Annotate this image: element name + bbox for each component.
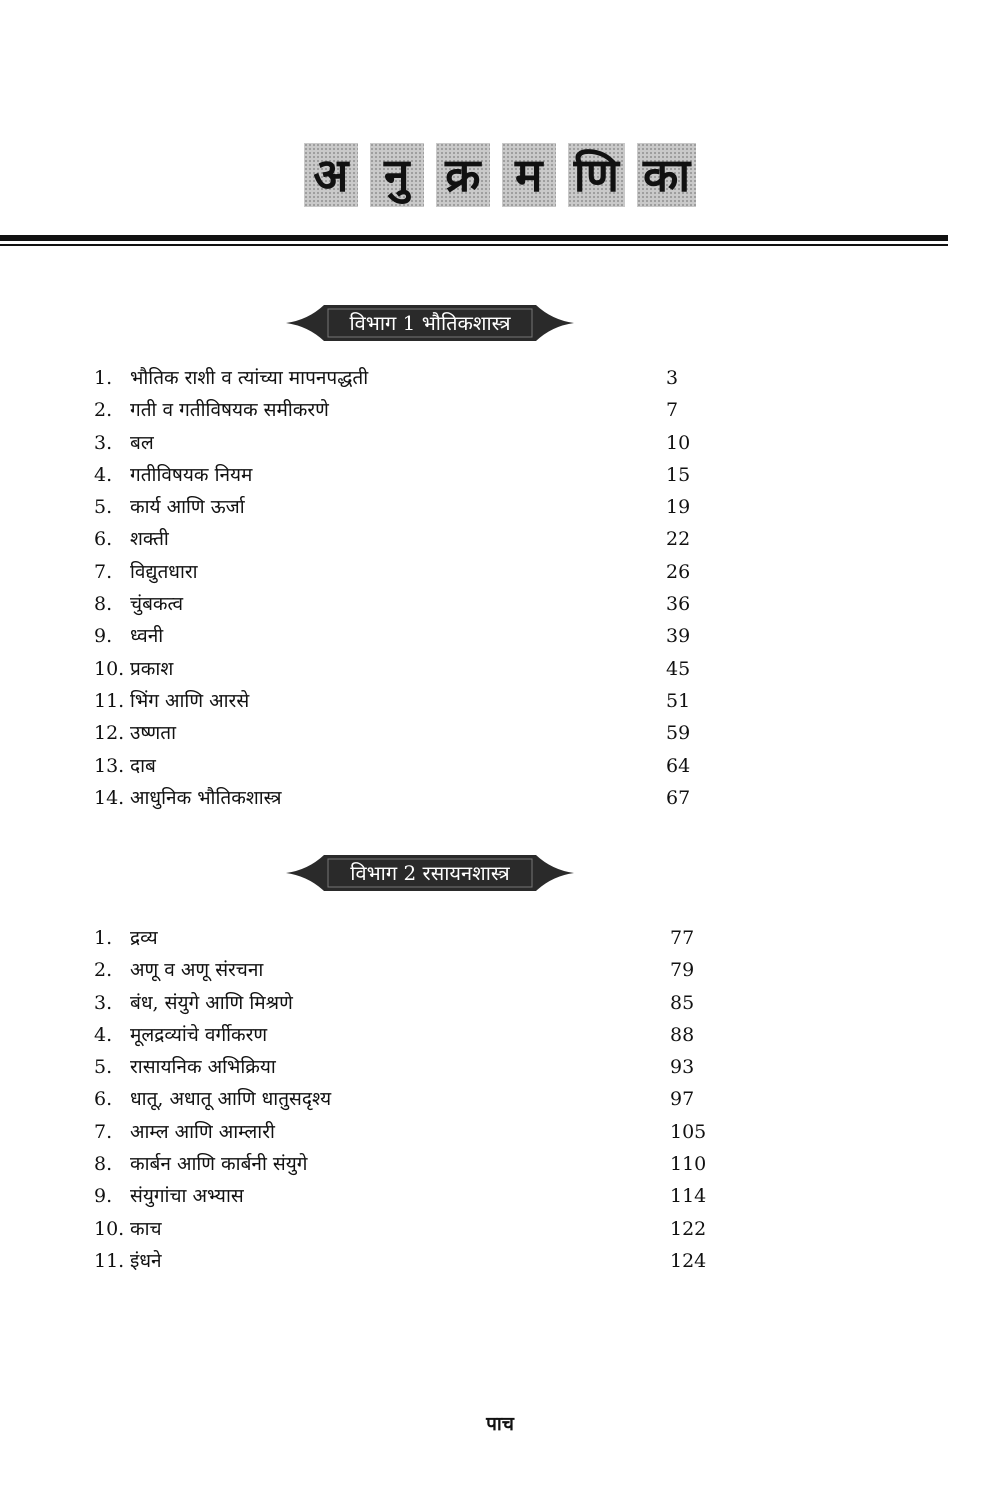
toc-item-title: प्रकाश [130,657,174,680]
toc-item-number: 2. [94,399,113,422]
toc-item-page: 79 [670,959,695,982]
toc-row [94,685,714,717]
toc-row [94,362,714,394]
page-number-footer: पाच [486,1413,514,1435]
divider-thick [0,235,948,241]
toc-item-page: 105 [670,1120,707,1143]
toc-item-page: 10 [666,431,691,454]
toc-item-title: विद्युतधारा [130,560,198,583]
toc-item-page: 67 [666,786,691,809]
toc-row [94,1180,714,1212]
toc-item-number: 3. [94,431,113,454]
toc-item-number: 7. [94,1120,113,1143]
toc-item-number: 10. [94,657,125,680]
toc-row [94,523,714,555]
toc-row [94,620,714,652]
toc-item-title: द्रव्य [130,927,158,949]
toc-item-number: 13. [94,754,125,777]
toc-item-page: 77 [670,927,695,949]
toc-item-title: ध्वनी [130,625,164,648]
toc-row [94,1245,714,1277]
toc-item-page: 85 [670,991,695,1014]
toc-item-number: 3. [94,991,113,1014]
toc-item-number: 5. [94,496,113,519]
toc-item-title: गतीविषयक नियम [130,463,253,486]
toc-row [94,1148,714,1180]
toc-item-number: 11. [94,1249,125,1272]
toc-item-page: 7 [666,399,679,422]
toc-row [94,954,714,986]
toc-row [94,427,714,459]
toc-item-number: 7. [94,560,113,583]
toc-item-number: 10. [94,1217,125,1240]
toc-item-number: 11. [94,689,125,712]
section-banner-chemistry [286,853,574,893]
toc-item-page: 26 [666,560,691,583]
toc-item-page: 22 [666,528,691,551]
toc-item-number: 14. [94,786,125,809]
toc-item-page: 97 [670,1088,695,1111]
title-char: म [502,143,556,207]
toc-item-number: 2. [94,959,113,982]
toc-item-page: 19 [666,496,691,519]
toc-item-title: बंध, संयुगे आणि मिश्रणे [130,991,293,1014]
toc-row [94,491,714,523]
toc-item-title: दाब [130,754,156,777]
toc-item-title: कार्य आणि ऊर्जा [130,496,245,519]
toc-item-title: धातू, अधातू आणि धातुसदृश्य [130,1088,332,1111]
toc-item-number: 1. [94,927,113,949]
toc-item-number: 6. [94,528,113,551]
toc-list-physics [94,362,714,814]
toc-item-title: मूलद्रव्यांचे वर्गीकरण [130,1023,268,1046]
toc-item-number: 4. [94,463,113,486]
toc-item-page: 3 [666,367,679,389]
toc-item-number: 1. [94,367,113,389]
toc-item-title: भौतिक राशी व त्यांच्या मापनपद्धती [130,367,369,389]
toc-item-page: 64 [666,754,691,777]
toc-item-page: 36 [666,593,691,616]
toc-item-title: शक्ती [130,528,169,551]
toc-row [94,750,714,782]
toc-row [94,717,714,749]
toc-item-page: 51 [666,689,691,712]
toc-row [94,1051,714,1083]
toc-row [94,1213,714,1245]
toc-row [94,1116,714,1148]
toc-item-number: 6. [94,1088,113,1111]
section-heading: विभाग 2 रसायनशास्त्र [350,861,510,885]
toc-row [94,1083,714,1115]
toc-item-page: 39 [666,625,691,648]
toc-item-title: रासायनिक अभिक्रिया [130,1056,276,1079]
toc-row [94,1019,714,1051]
toc-item-page: 45 [666,657,691,680]
toc-item-title: बल [130,431,154,454]
toc-item-page: 15 [666,463,691,486]
toc-item-number: 5. [94,1056,113,1079]
toc-row [94,394,714,426]
toc-item-number: 8. [94,1153,113,1176]
toc-item-page: 124 [670,1249,707,1272]
divider-thin [0,244,948,246]
title-char: नु [370,143,424,207]
toc-row [94,556,714,588]
toc-row [94,588,714,620]
toc-item-title: उष्णता [130,722,177,745]
toc-item-title: भिंग आणि आरसे [130,689,250,712]
title-char: का [637,143,696,207]
toc-row [94,653,714,685]
toc-row [94,459,714,491]
toc-item-number: 8. [94,593,113,616]
toc-item-page: 110 [670,1153,707,1176]
toc-item-number: 9. [94,1185,113,1208]
toc-item-title: काच [130,1217,162,1240]
toc-row [94,782,714,814]
toc-row [94,987,714,1019]
toc-item-title: संयुगांचा अभ्यास [130,1185,244,1208]
toc-item-title: आधुनिक भौतिकशास्त्र [130,786,282,809]
section-heading: विभाग 1 भौतिकशास्त्र [349,311,511,335]
toc-item-page: 93 [670,1056,695,1079]
title-char: अ [304,143,358,207]
toc-item-page: 122 [670,1217,707,1240]
toc-item-title: आम्ल आणि आम्लारी [130,1120,275,1143]
toc-row [94,922,714,954]
toc-item-title: अणू व अणू संरचना [130,959,264,982]
toc-item-page: 114 [670,1185,707,1208]
toc-item-page: 59 [666,722,691,745]
toc-item-title: कार्बन आणि कार्बनी संयुगे [130,1153,308,1176]
section-banner-physics [286,303,574,343]
toc-item-title: इंधने [130,1249,162,1272]
toc-item-title: चुंबकत्व [130,593,184,616]
toc-item-number: 12. [94,722,125,745]
title-char: णि [568,143,625,207]
title-char: क्र [436,143,490,207]
page-title [0,143,1000,207]
toc-item-title: गती व गतीविषयक समीकरणे [130,399,329,422]
toc-item-number: 4. [94,1023,113,1046]
toc-item-number: 9. [94,625,113,648]
toc-list-chemistry [94,922,714,1277]
toc-item-page: 88 [670,1023,695,1046]
